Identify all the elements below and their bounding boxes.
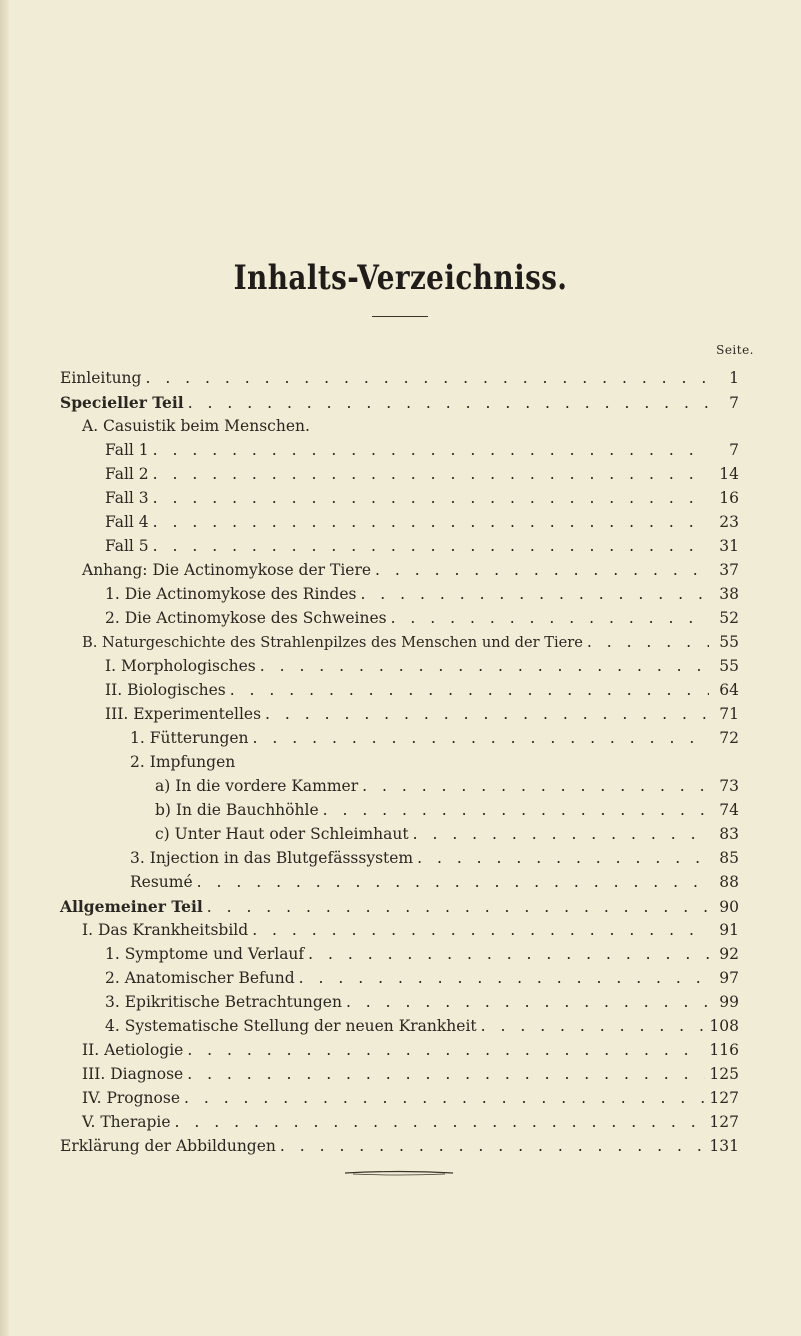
leader-dots [230,681,709,699]
leader-dots [153,441,709,459]
toc-entry [60,369,739,393]
leader-dots [360,585,709,603]
toc-entry-label: 1. Fütterungen [130,729,249,747]
toc-entry-page: 72 [719,729,739,747]
toc-entry-page: 97 [719,969,739,987]
toc-section-heading: 2. Impfungen [130,753,236,771]
toc-entry-label: I. Das Krankheitsbild [82,921,249,939]
toc-entry-label: Erklärung der Abbildungen [60,1137,276,1155]
leader-dots [323,801,709,819]
toc-entry-page: 92 [719,945,739,963]
toc-entry [60,1137,739,1161]
toc-entry-page: 7 [729,441,739,459]
toc-entry [82,1113,739,1137]
toc-entry-label: b) In die Bauchhöhle [155,801,319,819]
leader-dots [280,1137,706,1155]
toc-entry [105,705,739,729]
closing-ornament-rule [343,1170,455,1176]
leader-dots [153,537,709,555]
toc-entry-page: 127 [709,1089,739,1107]
toc-entry-page: 131 [709,1137,739,1155]
toc-entry-page: 52 [719,609,739,627]
toc-entry-page: 71 [719,705,739,723]
toc-entry-label: V. Therapie [82,1113,171,1131]
toc-entry-label: Anhang: Die Actinomykose der Tiere [82,561,372,579]
toc-entry [105,1017,739,1041]
leader-dots [188,394,709,412]
toc-entry-label: III. Diagnose [82,1065,184,1083]
leader-dots [184,1089,705,1107]
toc-entry [105,513,739,537]
toc-entry-page: 85 [719,849,739,867]
leader-dots [362,777,709,795]
leader-dots [391,609,709,627]
toc-entry-label: 3. Injection in das Blutgefässsystem [130,849,414,867]
toc-entry [105,585,739,609]
toc-entry [105,657,739,681]
toc-entry-page: 64 [719,681,739,699]
leader-dots [153,465,709,483]
toc-entry-page: 55 [719,657,739,675]
toc-entry-page: 116 [709,1041,739,1059]
toc-entry-label: 3. Epikritische Betrachtungen [105,993,342,1011]
toc-entry-label: II. Aetiologie [82,1041,184,1059]
toc-entry-label: c) Unter Haut oder Schleimhaut [155,825,409,843]
leader-dots [481,1017,706,1035]
leader-dots [587,633,709,651]
toc-entry-page: 55 [719,633,739,651]
toc-entry [82,1065,739,1089]
toc-entry-label: B. Naturgeschichte des Strahlenpilzes des Menschen und der Tiere [82,634,583,651]
leader-dots [375,561,709,579]
toc-entry-page: 37 [719,561,739,579]
toc-entry [130,873,739,897]
toc-entry [105,609,739,633]
leader-dots [207,898,709,916]
toc-entry-page: 14 [719,465,739,483]
toc-entry [82,1089,739,1113]
toc-entry-label: 2. Anatomischer Befund [105,969,295,987]
toc-entry [82,1041,739,1065]
toc-entry-label: 1. Die Actinomykose des Rindes [105,585,357,603]
leader-dots [260,657,709,675]
toc-entry-page: 91 [719,921,739,939]
toc-entry [60,393,739,417]
toc-entry-label: I. Morphologisches [105,657,256,675]
toc-entry [155,777,739,801]
leader-dots [153,513,709,531]
page-column-label: Seite. [716,343,754,357]
toc-entry-label: Fall 5 [105,537,149,555]
toc-entry-label: a) In die vordere Kammer [155,777,359,795]
toc-entry-label: 1. Symptome und Verlauf [105,945,305,963]
leader-dots [197,873,709,891]
toc-entry-page: 88 [719,873,739,891]
leader-dots [175,1113,706,1131]
toc-entry-label: Fall 2 [105,465,149,483]
toc-entry-page: 90 [719,898,739,916]
toc-entry-label: III. Experimentelles [105,705,262,723]
toc-entry-page: 38 [719,585,739,603]
leader-dots [308,945,709,963]
toc-entry-page: 31 [719,537,739,555]
leader-dots [252,921,709,939]
leader-dots [145,369,709,387]
leader-dots [299,969,709,987]
toc-entry-page: 23 [719,513,739,531]
leader-dots [187,1065,705,1083]
toc-entry-label: Fall 1 [105,441,149,459]
toc-entry [105,993,739,1017]
toc-entry-label: IV. Prognose [82,1089,180,1107]
toc-entry [130,849,739,873]
toc-entry [105,945,739,969]
toc-entry [105,465,739,489]
toc-entry-label: II. Biologisches [105,681,226,699]
leader-dots [187,1041,705,1059]
toc-entry-label: Fall 4 [105,513,149,531]
toc-entry-label: Fall 3 [105,489,149,507]
toc-entry-page: 1 [729,369,739,387]
toc-entry [105,681,739,705]
toc-entry [105,537,739,561]
toc-entry-label: 4. Systematische Stellung der neuen Krankheit [105,1017,477,1035]
title-rule [372,316,428,317]
toc-entry [130,729,739,753]
leader-dots [346,993,709,1011]
leader-dots [153,489,709,507]
toc-entry-label: Resumé [130,873,193,891]
leader-dots [413,825,709,843]
toc-entry-page: 16 [719,489,739,507]
leader-dots [253,729,709,747]
toc-entry [82,921,739,945]
toc-entry [155,825,739,849]
leader-dots [265,705,709,723]
toc-entry [155,801,739,825]
toc-entry-page: 73 [719,777,739,795]
toc-entry [82,633,739,657]
toc-entry-page: 7 [729,394,739,412]
toc-entry-page: 127 [709,1113,739,1131]
toc-entry-page: 83 [719,825,739,843]
toc-entry [105,489,739,513]
toc-entry-page: 99 [719,993,739,1011]
leader-dots [417,849,709,867]
toc-entry-page: 74 [719,801,739,819]
toc-entry-page: 125 [709,1065,739,1083]
toc-entry-label: Einleitung [60,369,142,387]
toc-entry [82,561,739,585]
toc-section-heading: A. Casuistik beim Menschen. [82,417,310,435]
page-left-edge [0,0,9,1336]
toc-entry-page: 108 [709,1017,739,1035]
toc-entry [60,897,739,921]
toc-entry [105,441,739,465]
toc-entry-label: Specieller Teil [60,393,184,412]
toc-entry-label: Allgemeiner Teil [60,897,203,916]
page-title: Inhalts-Verzeichniss. [233,258,568,298]
toc-entry-label: 2. Die Actinomykose des Schweines [105,609,387,627]
toc-entry [105,969,739,993]
